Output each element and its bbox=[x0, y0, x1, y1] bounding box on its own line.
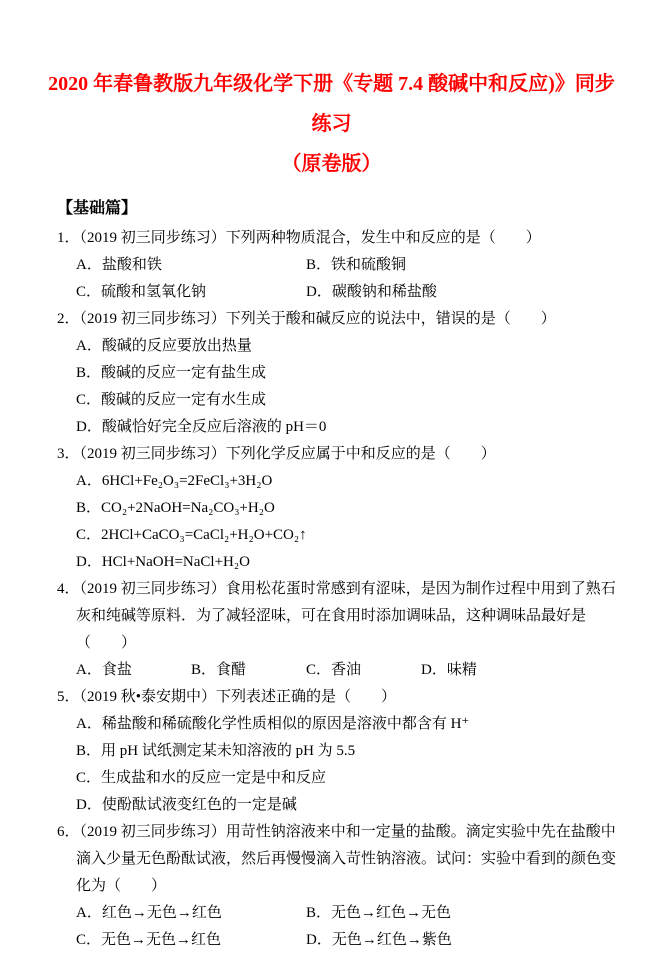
section-heading: 【基础篇】 bbox=[57, 200, 138, 217]
question-1-stem: 1．（2019 初三同步练习）下列两种物质混合，发生中和反应的是（ ） bbox=[57, 230, 541, 246]
question-3-option-c: C．2HCl+CaCO₃=CaCl₂+H₂O+CO₂↑ bbox=[76, 527, 307, 543]
question-1-options bbox=[57, 252, 623, 306]
question-2-option-b: B．酸碱的反应一定有盐生成 bbox=[76, 365, 267, 381]
question-2-stem: 2．（2019 初三同步练习）下列关于酸和碱反应的说法中，错误的是（ ） bbox=[57, 311, 556, 327]
question-2-option-c: C．酸碱的反应一定有水生成 bbox=[76, 392, 267, 408]
question-3-option-b: B．CO₂+2NaOH=Na₂CO₃+H₂O bbox=[76, 500, 275, 516]
question-1-option-a: A．盐酸和铁 bbox=[76, 257, 162, 273]
question-6-option-b: B．无色→红色→无色 bbox=[306, 905, 452, 921]
question-3 bbox=[57, 441, 623, 576]
question-6 bbox=[57, 819, 623, 954]
question-5-option-c: C．生成盐和水的反应一定是中和反应 bbox=[76, 770, 327, 786]
question-6-options bbox=[57, 900, 623, 954]
title-line-1: 2020 年春鲁教版九年级化学下册《专题 7.4 酸碱中和反应)》同步练习 bbox=[48, 73, 615, 135]
question-4-option-a: A．食盐 bbox=[76, 662, 132, 678]
question-4-stem: 4．（2019 初三同步练习）食用松花蛋时常感到有涩味，是因为制作过程中用到了熟石灰和纯碱等原料．为了减轻涩味，可在食用时添加调味品，这种调味品最好是（ ） bbox=[57, 581, 616, 651]
title-line-2: （原卷版） bbox=[281, 153, 382, 175]
question-5-stem: 5．（2019 秋•泰安期中）下列表述正确的是（ ） bbox=[57, 689, 397, 705]
question-3-options bbox=[57, 468, 623, 576]
question-4-option-b: B．食醋 bbox=[191, 662, 247, 678]
question-5-option-d: D．使酚酞试液变红色的一定是碱 bbox=[76, 797, 297, 813]
question-4 bbox=[57, 576, 623, 684]
question-5-option-b: B．用 pH 试纸测定某未知溶液的 pH 为 5.5 bbox=[76, 743, 356, 759]
question-1-option-c: C．硫酸和氢氧化钠 bbox=[76, 284, 207, 300]
question-1-option-d: D．碳酸钠和稀盐酸 bbox=[306, 284, 437, 300]
question-1 bbox=[57, 225, 623, 306]
question-3-option-a: A．6HCl+Fe₂O₃=2FeCl₃+3H₂O bbox=[76, 473, 273, 489]
question-6-option-d: D．无色→红色→紫色 bbox=[306, 932, 452, 948]
question-4-option-c: C．香油 bbox=[306, 662, 362, 678]
question-2-options bbox=[57, 333, 623, 441]
question-5-options bbox=[57, 711, 623, 819]
question-2 bbox=[57, 306, 623, 441]
question-2-option-a: A．酸碱的反应要放出热量 bbox=[76, 338, 252, 354]
question-4-option-d: D．味精 bbox=[421, 662, 477, 678]
question-6-option-c: C．无色→无色→红色 bbox=[76, 932, 222, 948]
question-2-option-d: D．酸碱恰好完全反应后溶液的 pH＝0 bbox=[76, 419, 327, 435]
question-1-option-b: B．铁和硫酸铜 bbox=[306, 257, 407, 273]
question-4-options bbox=[57, 657, 623, 684]
question-3-stem: 3．（2019 初三同步练习）下列化学反应属于中和反应的是（ ） bbox=[57, 446, 496, 462]
question-6-stem: 6．（2019 初三同步练习）用苛性钠溶液来中和一定量的盐酸。滴定实验中先在盐酸中滴入少量无色酚酞试液，然后再慢慢滴入苛性钠溶液。试问：实验中看到的颜色变化为（ ） bbox=[57, 824, 617, 894]
question-5-option-a: A．稀盐酸和稀硫酸化学性质相似的原因是溶液中都含有 H⁺ bbox=[76, 716, 470, 732]
document-title bbox=[40, 64, 623, 184]
question-5 bbox=[57, 684, 623, 819]
question-6-option-a: A．红色→无色→红色 bbox=[76, 905, 222, 921]
question-3-option-d: D．HCl+NaOH=NaCl+H₂O bbox=[76, 554, 250, 570]
